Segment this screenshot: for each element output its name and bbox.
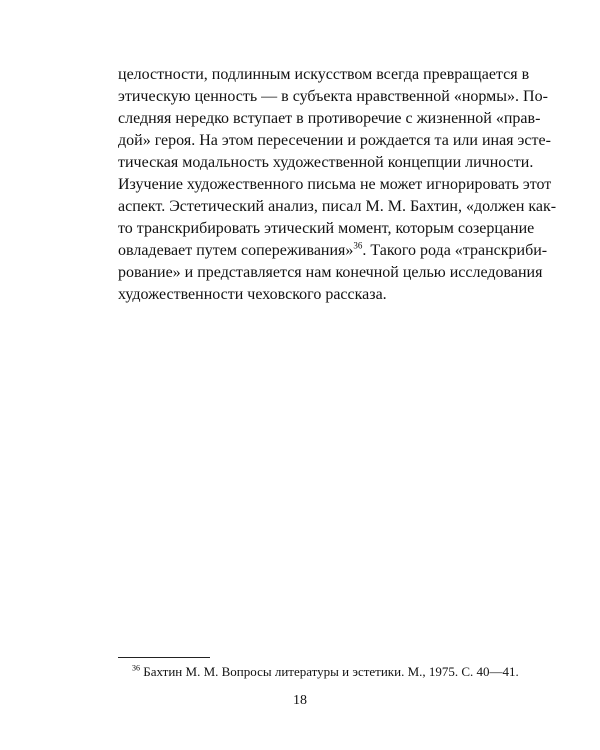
text-line-6: Изучение художественного письма не может игнорировать этот bbox=[118, 176, 552, 193]
page-number: 18 bbox=[293, 693, 307, 708]
footnote-reference: 36 bbox=[353, 240, 363, 251]
text-line-7: аспект. Эстетический анализ, писал М. М. Бахтин, «должен как- bbox=[118, 198, 557, 215]
main-paragraph bbox=[118, 64, 557, 306]
text-line-3: следняя нередко вступает в противоречие с жизненной «прав- bbox=[118, 110, 541, 127]
text-line-10: рование» и представляется нам конечной целью исследования bbox=[118, 264, 543, 281]
footnote-mark: 36 bbox=[132, 663, 140, 673]
footnote-separator bbox=[118, 657, 210, 658]
text-line-9-end: . Такого рода «транскриби- bbox=[362, 242, 548, 259]
text-line-9-start: овладевает путем сопереживания» bbox=[118, 242, 354, 259]
text-line-8: то транскрибировать этический момент, которым созерцание bbox=[118, 220, 535, 237]
footnote bbox=[132, 663, 519, 680]
footnote-text: Бахтин М. М. Вопросы литературы и эстетики. М., 1975. С. 40—41. bbox=[140, 664, 519, 679]
text-line-1: целостности, подлинным искусством всегда превращается в bbox=[118, 66, 530, 83]
text-line-11: художественности чеховского рассказа. bbox=[118, 286, 387, 303]
text-line-5: тическая модальность художественной концепции личности. bbox=[118, 154, 534, 171]
text-line-4: дой» героя. На этом пересечении и рождается та или иная эсте- bbox=[118, 132, 551, 149]
text-line-9 bbox=[118, 240, 548, 262]
text-line-2: этическую ценность — в субъекта нравственной «нормы». По- bbox=[118, 88, 548, 105]
